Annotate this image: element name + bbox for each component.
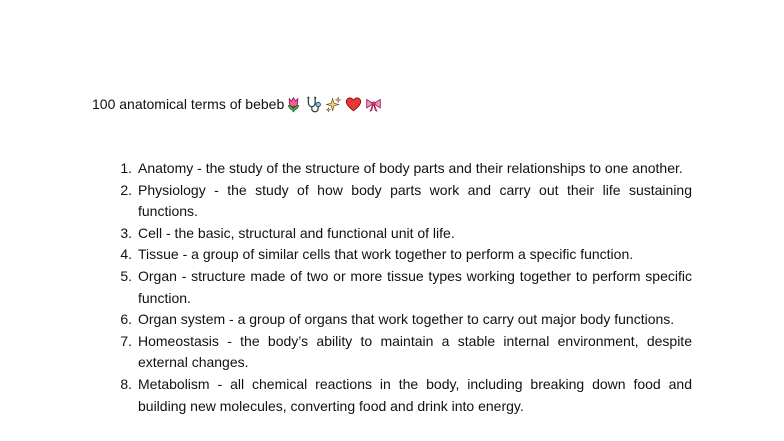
sparkles-icon bbox=[325, 96, 342, 113]
list-item-number: 2. bbox=[120, 181, 132, 198]
list-item-text: Cell - the basic, structural and functional unit of life. bbox=[138, 224, 455, 241]
list-item-number: 1. bbox=[120, 160, 132, 176]
list-item bbox=[112, 158, 692, 180]
list-item-number: 8. bbox=[120, 375, 132, 392]
tulip-icon bbox=[285, 96, 302, 113]
list-item-text: Tissue - a group of similar cells that work together to perform a specific function. bbox=[138, 246, 634, 263]
list-item-number: 4. bbox=[120, 246, 132, 263]
ribbon-icon bbox=[365, 96, 382, 113]
list-item-text: Organ - structure made of two or more tissue types working together to perform specific function. bbox=[138, 267, 692, 306]
list-item bbox=[112, 374, 692, 417]
list-item bbox=[112, 180, 692, 223]
list-item-number: 5. bbox=[120, 267, 132, 284]
list-item-text: Homeostasis - the body’s ability to maintain a stable internal environment, despite external changes. bbox=[138, 332, 692, 371]
terms-list bbox=[112, 158, 692, 417]
list-item-text: Physiology - the study of how body parts work and carry out their life sustaining functions. bbox=[138, 181, 692, 220]
title-emoji-row bbox=[285, 96, 382, 113]
list-item bbox=[112, 266, 692, 309]
list-item-text: Organ system - a group of organs that work together to carry out major body functions. bbox=[138, 311, 675, 328]
list-item-number: 7. bbox=[120, 332, 132, 349]
document-title bbox=[92, 94, 382, 114]
document-title-text: 100 anatomical terms of bebeb bbox=[92, 96, 285, 112]
red-heart-icon bbox=[345, 96, 362, 113]
list-item-text: Metabolism - all chemical reactions in the body, including breaking down food and building new molecules, converting food and drink into energy. bbox=[138, 375, 692, 414]
stethoscope-icon bbox=[305, 96, 322, 113]
list-item-text: Anatomy - the study of the structure of body parts and their relationships to one another. bbox=[138, 160, 683, 176]
list-item-number: 6. bbox=[120, 311, 132, 328]
list-item-number: 3. bbox=[120, 224, 132, 241]
list-item bbox=[112, 244, 692, 266]
list-item bbox=[112, 223, 692, 245]
list-item bbox=[112, 331, 692, 374]
list-item bbox=[112, 309, 692, 331]
